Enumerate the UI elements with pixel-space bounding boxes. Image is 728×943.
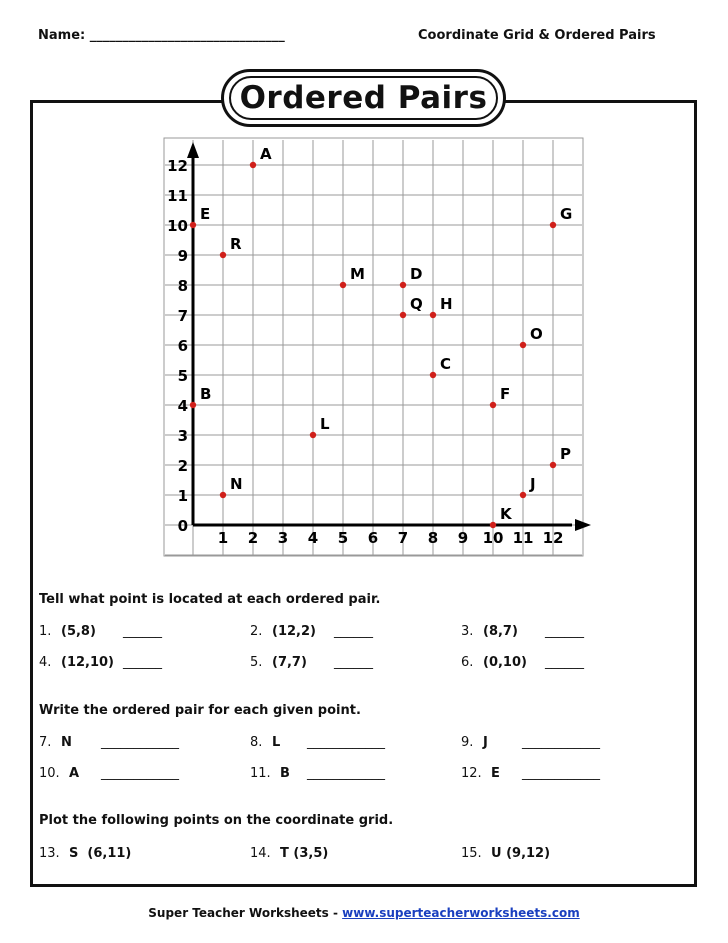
x-tick-label: 5 (337, 529, 349, 547)
question-number: 5. (250, 655, 263, 670)
answer-blank[interactable]: ______ (123, 624, 162, 639)
point-label-j: J (530, 475, 536, 493)
point-r (220, 252, 226, 258)
question-prompt: (12,10) (61, 655, 115, 670)
point-l (310, 432, 316, 438)
answer-blank[interactable]: ______ (545, 624, 584, 639)
point-label-c: C (440, 355, 452, 373)
question-number: 7. (39, 735, 52, 750)
question-prompt: N (61, 735, 72, 750)
question-prompt: (8,7) (483, 624, 518, 639)
section3-heading: Plot the following points on the coordinate grid. (39, 813, 394, 828)
point-label-a: A (260, 145, 272, 163)
title-banner (221, 69, 506, 127)
section2-heading: Write the ordered pair for each given point. (39, 703, 361, 718)
point-label-k: K (500, 505, 512, 523)
x-tick-label: 9 (457, 529, 469, 547)
answer-blank[interactable]: ____________ (307, 735, 385, 750)
point-label-e: E (200, 205, 211, 223)
answer-blank[interactable]: ______ (334, 655, 373, 670)
point-label-r: R (230, 235, 242, 253)
point-g (550, 222, 556, 228)
answer-blank[interactable]: ____________ (522, 735, 600, 750)
y-tick-label: 3 (177, 427, 188, 445)
y-tick-label: 4 (177, 397, 188, 415)
worksheet-topic: Coordinate Grid & Ordered Pairs (418, 28, 656, 43)
point-label-p: P (560, 445, 571, 463)
point-o (520, 342, 526, 348)
point-q (400, 312, 406, 318)
y-tick-label: 11 (167, 187, 188, 205)
y-tick-label: 8 (177, 277, 188, 295)
x-tick-label: 2 (247, 529, 259, 547)
y-tick-label: 5 (177, 367, 188, 385)
question-number: 8. (250, 735, 263, 750)
answer-blank[interactable]: ______ (545, 655, 584, 670)
point-label-b: B (200, 385, 212, 403)
point-d (400, 282, 406, 288)
question-number: 1. (39, 624, 52, 639)
y-tick-label: 1 (177, 487, 188, 505)
point-c (430, 372, 436, 378)
question-prompt: (12,2) (272, 624, 316, 639)
y-axis-arrow (187, 142, 199, 158)
point-label-m: M (350, 265, 365, 283)
question-number: 14. (250, 846, 271, 861)
x-tick-label: 12 (542, 529, 564, 547)
point-p (550, 462, 556, 468)
point-label-o: O (530, 325, 543, 343)
point-label-q: Q (410, 295, 423, 313)
question-number: 2. (250, 624, 263, 639)
point-label-l: L (320, 415, 330, 433)
answer-blank[interactable]: ____________ (101, 766, 179, 781)
question-prompt: E (491, 766, 500, 781)
x-tick-label: 6 (367, 529, 379, 547)
answer-blank[interactable]: ____________ (522, 766, 600, 781)
question-prompt: B (280, 766, 290, 781)
point-e (190, 222, 196, 228)
question-prompt: T (3,5) (280, 846, 329, 861)
question-prompt: (5,8) (61, 624, 96, 639)
question-prompt: (0,10) (483, 655, 527, 670)
point-label-h: H (440, 295, 453, 313)
x-tick-label: 8 (427, 529, 439, 547)
y-tick-label: 9 (177, 247, 188, 265)
y-tick-label: 10 (167, 217, 188, 235)
answer-blank[interactable]: ____________ (101, 735, 179, 750)
question-number: 3. (461, 624, 474, 639)
question-number: 6. (461, 655, 474, 670)
y-tick-label: 0 (177, 517, 188, 535)
point-a (250, 162, 256, 168)
point-h (430, 312, 436, 318)
x-tick-label: 7 (397, 529, 409, 547)
y-tick-label: 2 (177, 457, 188, 475)
name-field-label: Name: ______________________________ (38, 28, 285, 43)
question-prompt: S (6,11) (69, 846, 132, 861)
question-prompt: J (483, 735, 488, 750)
question-number: 11. (250, 766, 271, 781)
question-number: 12. (461, 766, 482, 781)
point-label-g: G (560, 205, 573, 223)
page-title: Ordered Pairs (229, 76, 498, 120)
point-f (490, 402, 496, 408)
question-number: 10. (39, 766, 60, 781)
question-number: 4. (39, 655, 52, 670)
question-prompt: (7,7) (272, 655, 307, 670)
section1-heading: Tell what point is located at each ordered pair. (39, 592, 381, 607)
point-n (220, 492, 226, 498)
y-tick-label: 7 (177, 307, 188, 325)
point-m (340, 282, 346, 288)
x-tick-label: 4 (307, 529, 319, 547)
point-k (490, 522, 496, 528)
y-tick-label: 6 (177, 337, 188, 355)
footer-text: Super Teacher Worksheets - (148, 906, 343, 920)
footer-link[interactable]: www.superteacherworksheets.com (342, 906, 580, 920)
x-tick-label: 11 (512, 529, 534, 547)
point-label-n: N (230, 475, 243, 493)
question-prompt: A (69, 766, 80, 781)
x-tick-label: 1 (217, 529, 229, 547)
point-label-d: D (410, 265, 423, 283)
point-j (520, 492, 526, 498)
x-tick-label: 10 (482, 529, 504, 547)
point-label-f: F (500, 385, 511, 403)
point-b (190, 402, 196, 408)
x-tick-label: 3 (277, 529, 289, 547)
question-number: 9. (461, 735, 474, 750)
question-prompt: U (9,12) (491, 846, 551, 861)
question-prompt: L (272, 735, 281, 750)
answer-blank[interactable]: ______ (334, 624, 373, 639)
y-tick-label: 12 (167, 157, 188, 175)
answer-blank[interactable]: ____________ (307, 766, 385, 781)
question-number: 15. (461, 846, 482, 861)
answer-blank[interactable]: ______ (123, 655, 162, 670)
question-number: 13. (39, 846, 60, 861)
